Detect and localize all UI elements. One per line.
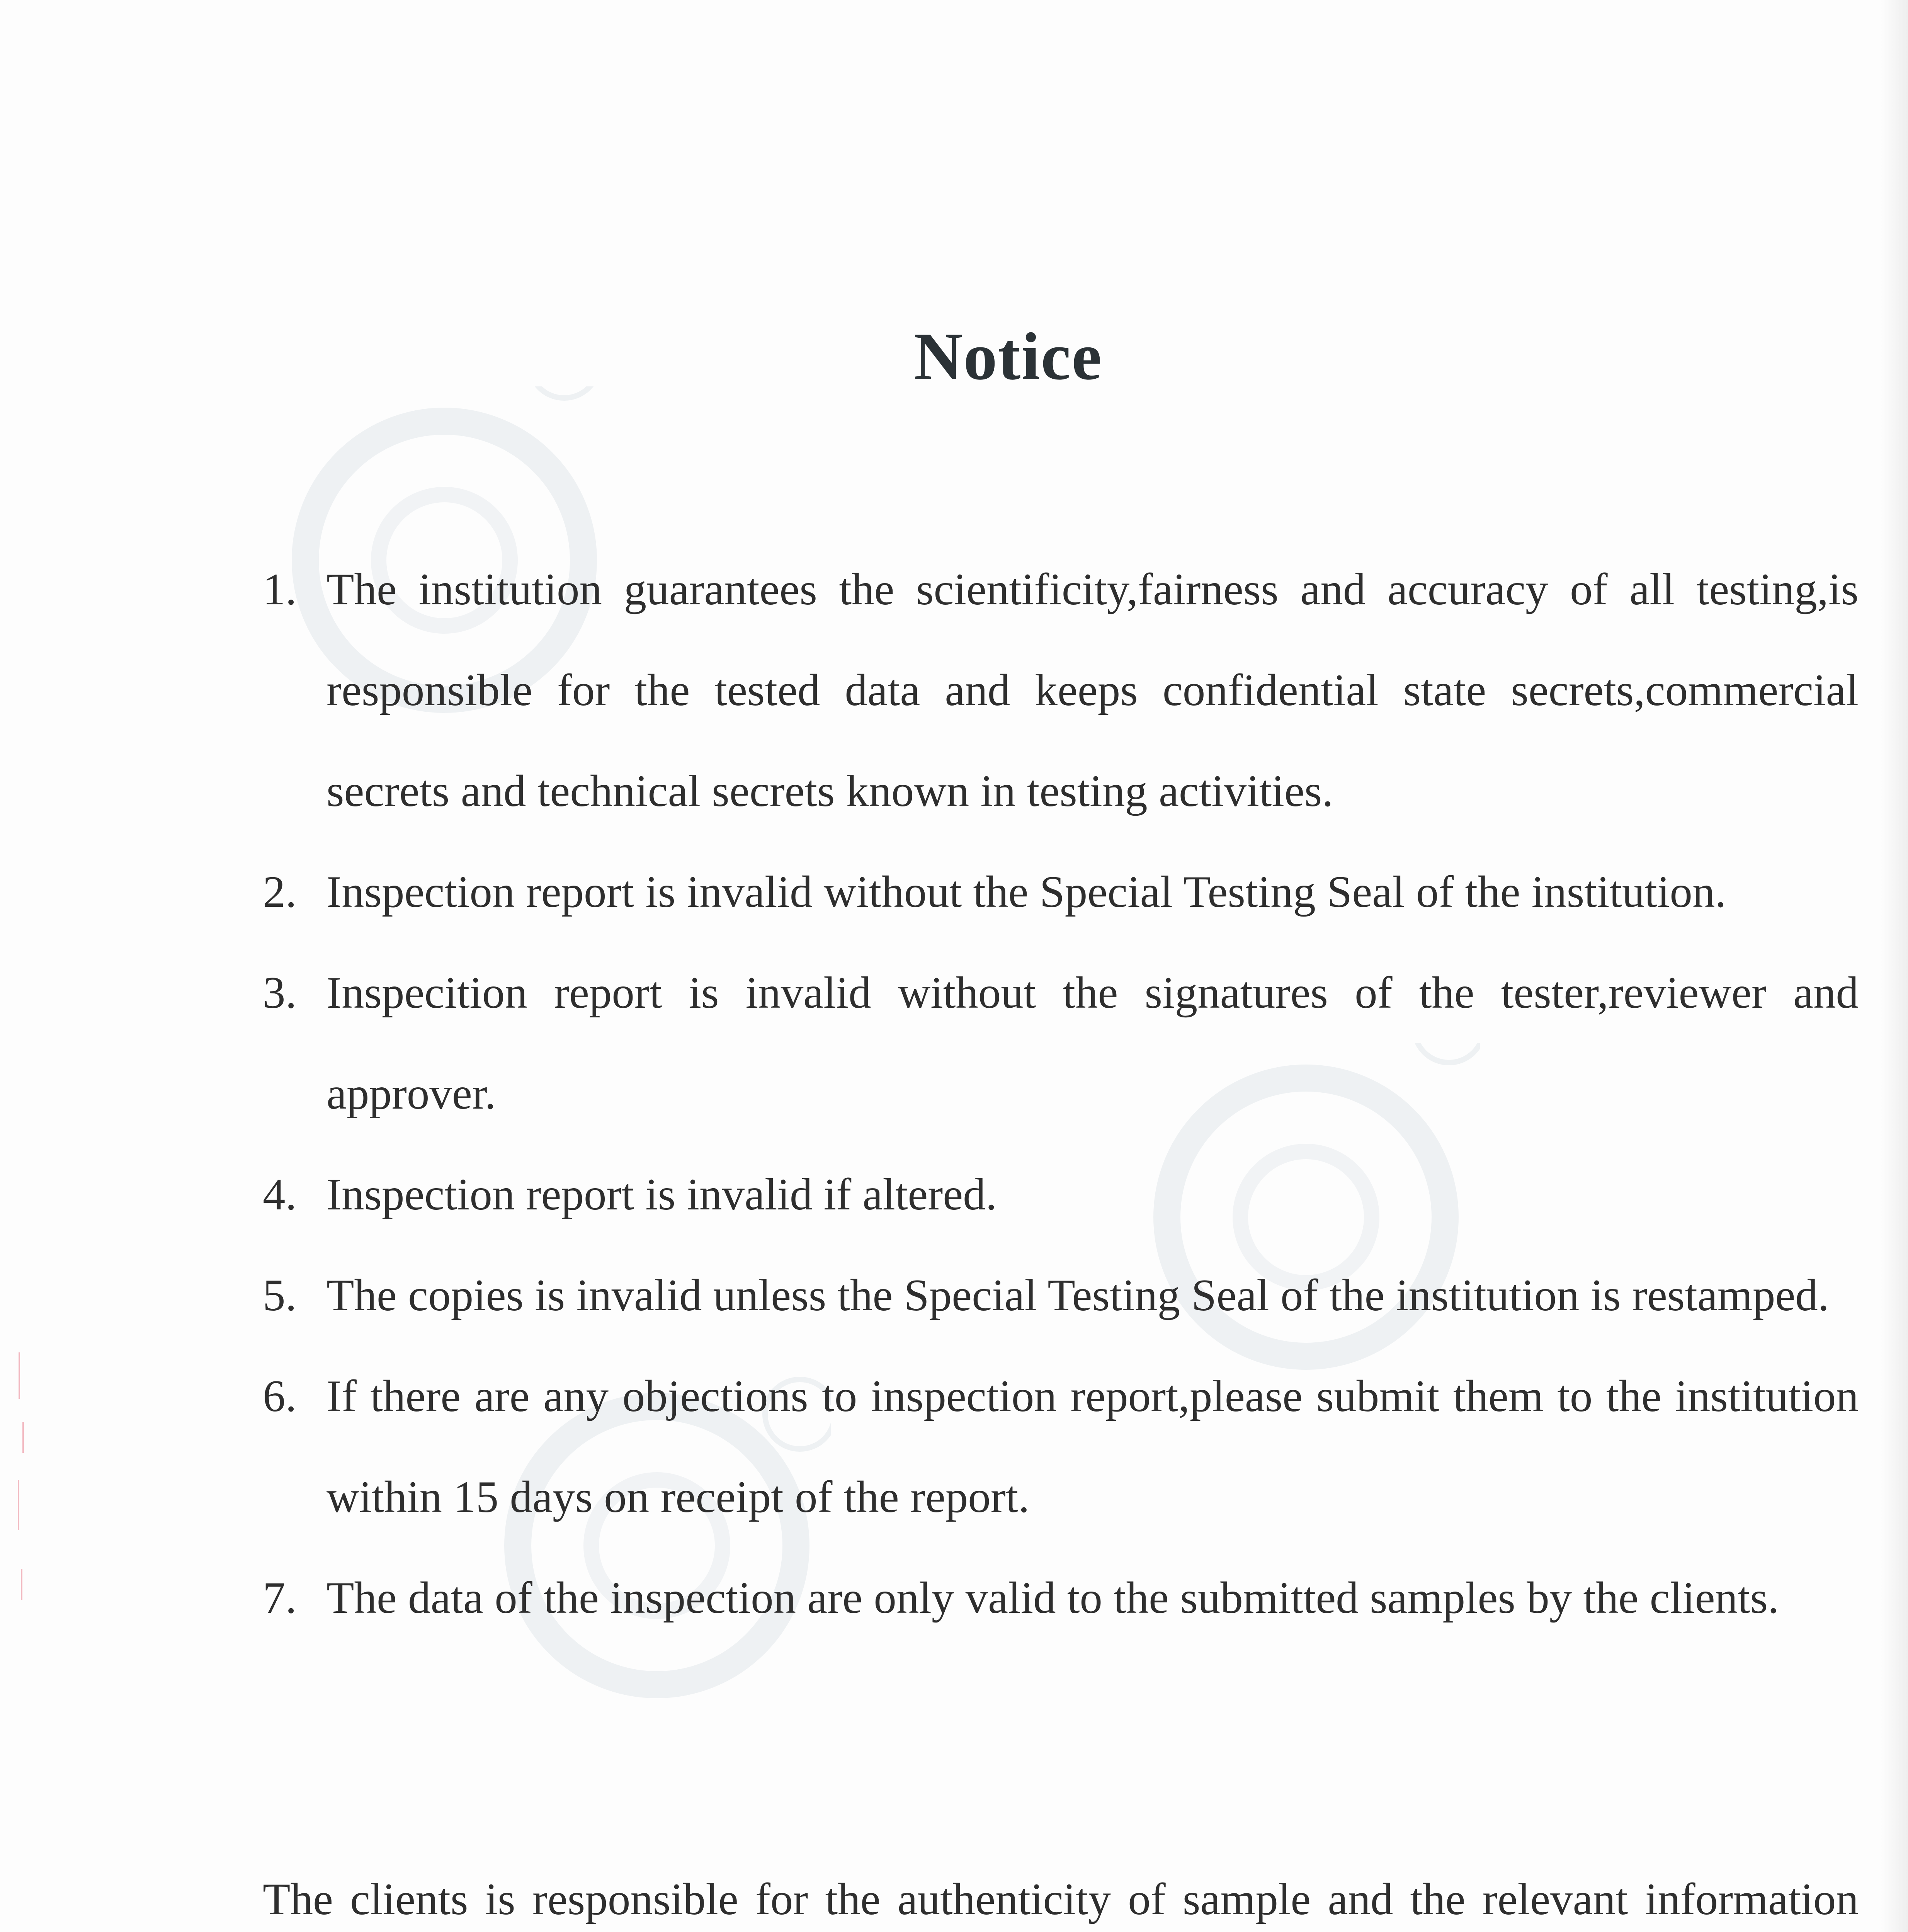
scan-specks: [8, 1352, 31, 1700]
notice-item-text: Inspection report is invalid if altered.: [327, 1170, 997, 1219]
notice-item-text: Inspection report is invalid without the Special Testing Seal of the institution.: [327, 867, 1726, 917]
notice-item-1: [263, 539, 1859, 842]
notice-list: [263, 539, 1859, 1648]
notice-item-number: 1.: [263, 565, 297, 614]
notice-item-6: [263, 1346, 1859, 1548]
notice-item-5: [263, 1245, 1859, 1346]
notice-item-number: 6.: [263, 1371, 297, 1421]
notice-item-text: If there are any objections to inspection report,please submit them to the institution within 15 days on receipt of the report.: [327, 1371, 1859, 1522]
closing-statement: The clients is responsible for the authenticity of sample and the relevant information: [263, 1874, 1859, 1924]
page-title: Notice: [913, 319, 1103, 394]
notice-item-4: [263, 1144, 1859, 1245]
notice-item-3: [263, 942, 1859, 1144]
notice-item-number: 5.: [263, 1270, 297, 1320]
notice-item-number: 3.: [263, 968, 297, 1018]
scan-edge-shadow: [1881, 0, 1908, 1932]
notice-item-7: [263, 1548, 1859, 1648]
notice-item-text: The data of the inspection are only valid to the submitted samples by the clients.: [327, 1573, 1779, 1623]
notice-item-number: 4.: [263, 1170, 297, 1219]
notice-item-number: 2.: [263, 867, 297, 917]
notice-item-2: [263, 842, 1859, 942]
notice-item-number: 7.: [263, 1573, 297, 1623]
notice-item-text: The institution guarantees the scientificity,fairness and accuracy of all testing,is responsible for the tested data and keeps confidential state secrets,commercial secrets and technical secrets known in testing activities.: [327, 565, 1859, 816]
notice-item-text: The copies is invalid unless the Special Testing Seal of the institution is restamped.: [327, 1270, 1829, 1320]
notice-item-text: Inspecition report is invalid without the signatures of the tester,reviewer and approver.: [327, 968, 1859, 1119]
